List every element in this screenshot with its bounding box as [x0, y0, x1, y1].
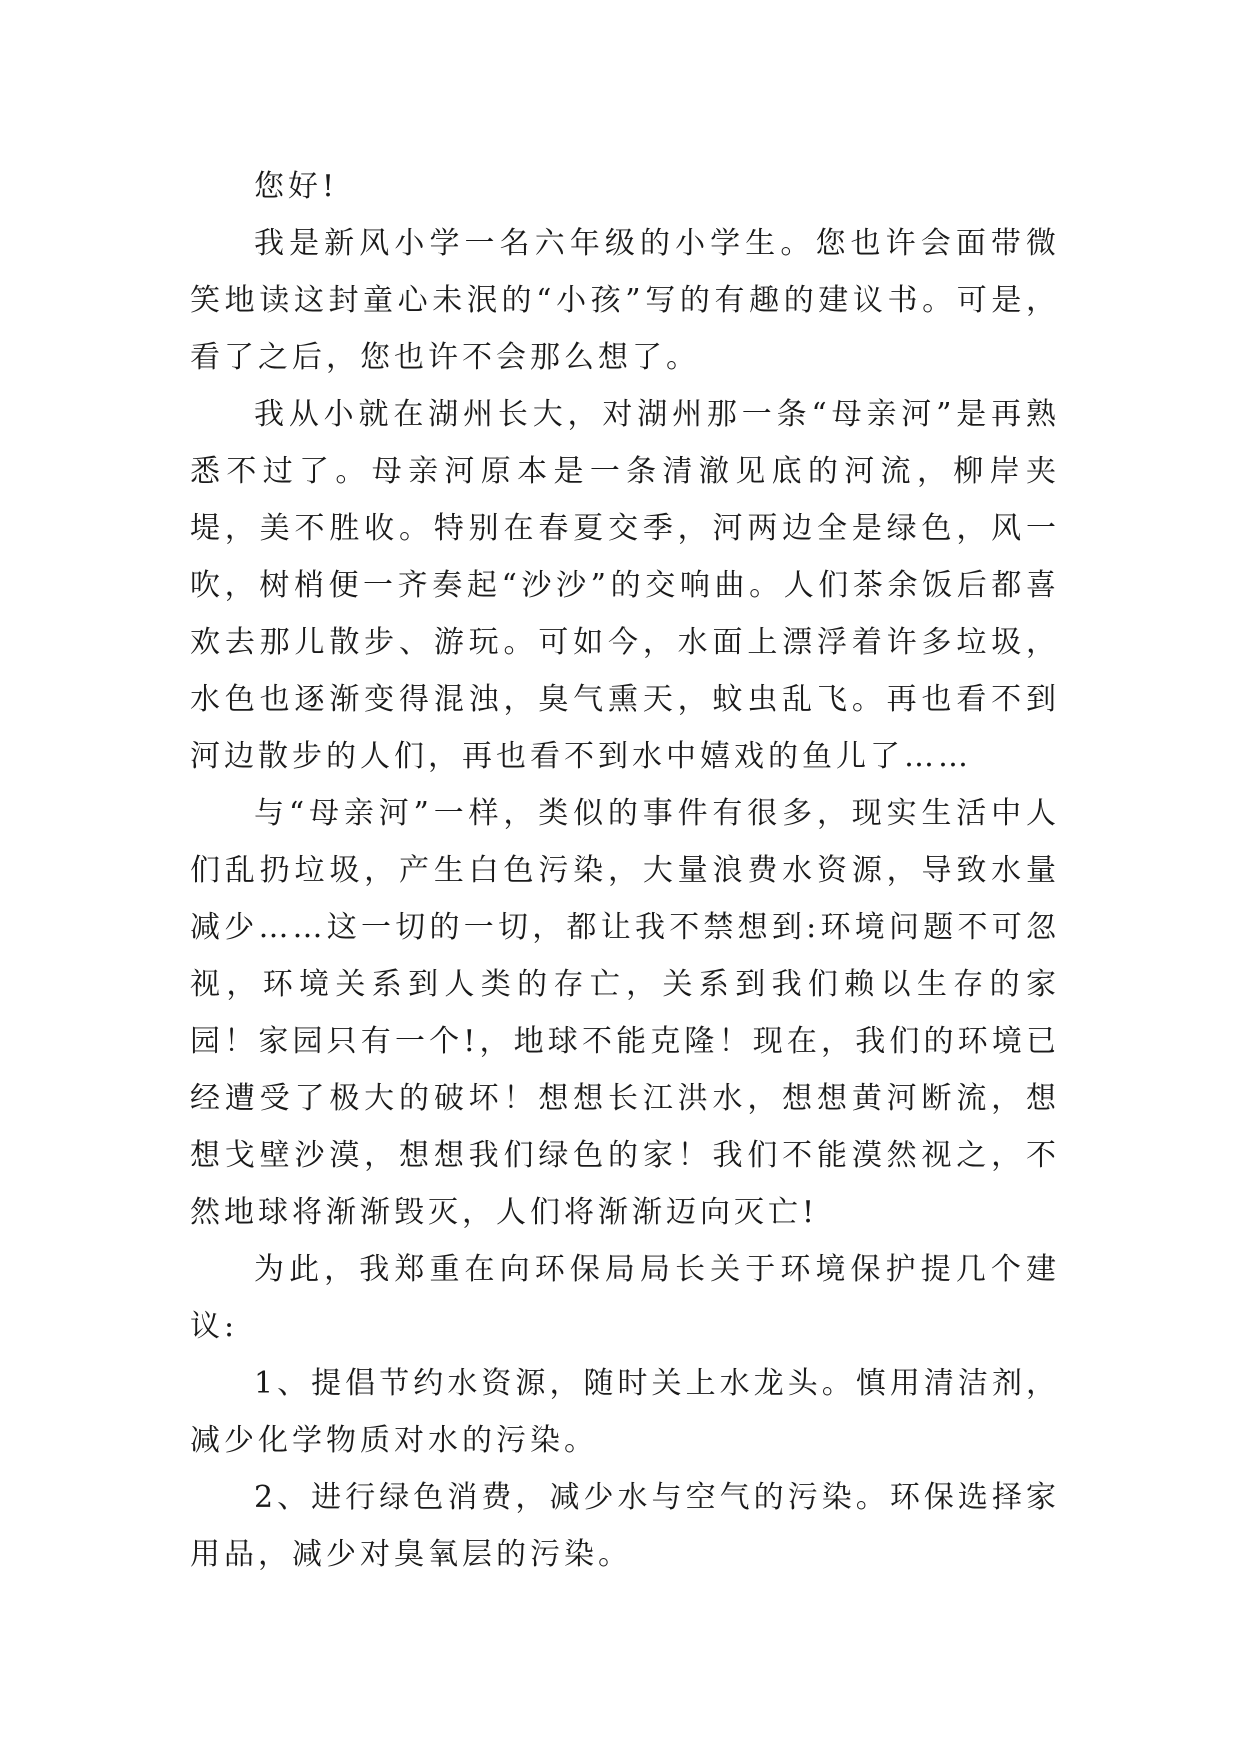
paragraph-mother-river: 我从小就在湖州长大，对湖州那一条“母亲河”是再熟悉不过了。母亲河原本是一条清澈见底的河流，柳岸夹堤，美不胜收。特别在春夏交季，河两边全是绿色，风一吹，树梢便一齐奏起“沙沙”的交响曲。人们茶余饭后都喜欢去那儿散步、游玩。可如今，水面上漂浮着许多垃圾，水色也逐渐变得混浊，臭气熏天，蚊虫乱飞。再也看不到河边散步的人们，再也看不到水中嬉戏的鱼儿了…… — [190, 397, 1060, 774]
letter-body — [190, 158, 1060, 1583]
greeting: 您好! — [254, 169, 339, 204]
suggestion-item-2: 2、进行绿色消费，减少水与空气的污染。环保选择家用品，减少对臭氧层的污染。 — [190, 1480, 1060, 1572]
suggestion-item-1: 1、提倡节约水资源，随时关上水龙头。慎用清洁剂，减少化学物质对水的污染。 — [190, 1366, 1060, 1458]
paragraph-suggestion-intro: 为此，我郑重在向环保局局长关于环境保护提几个建议: — [190, 1252, 1060, 1344]
paragraph-intro: 我是新风小学一名六年级的小学生。您也许会面带微笑地读这封童心未泯的“小孩”写的有趣的建议书。可是，看了之后，您也许不会那么想了。 — [190, 226, 1060, 375]
paragraph-environment: 与“母亲河”一样，类似的事件有很多，现实生活中人们乱扔垃圾，产生白色污染，大量浪费水资源，导致水量减少……这一切的一切，都让我不禁想到:环境问题不可忽视，环境关系到人类的存亡，关系到我们赖以生存的家园！家园只有一个!，地球不能克隆！现在，我们的环境已经遭受了极大的破坏！想想长江洪水，想想黄河断流，想想戈壁沙漠，想想我们绿色的家！我们不能漠然视之，不然地球将渐渐毁灭，人们将渐渐迈向灭亡! — [190, 796, 1060, 1230]
